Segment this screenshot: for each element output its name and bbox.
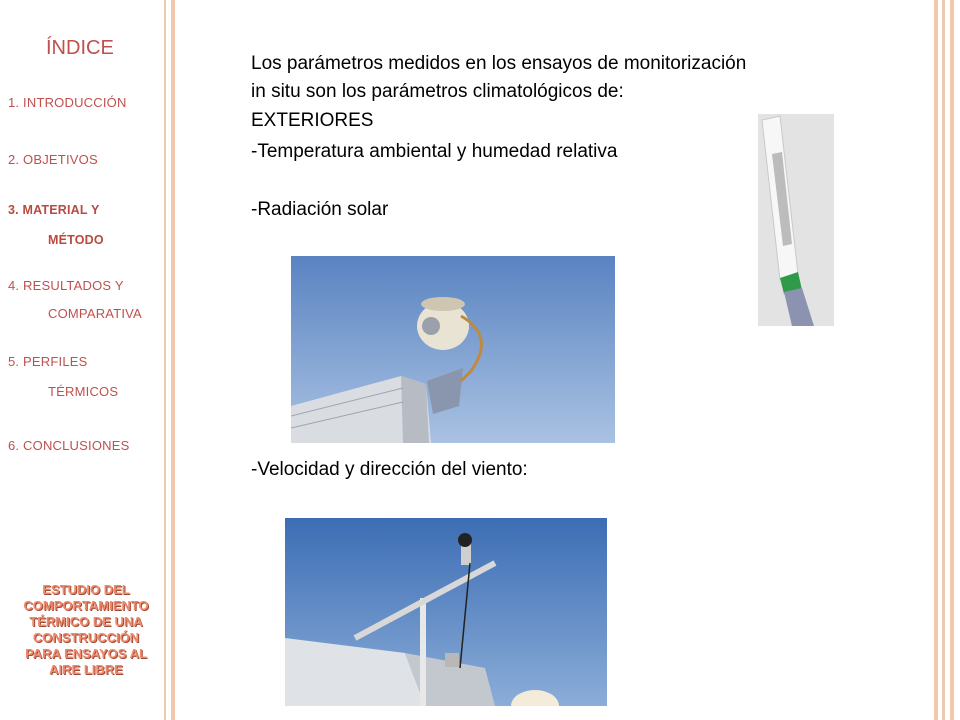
index-title: ÍNDICE — [46, 37, 114, 59]
bullet-viento: -Velocidad y dirección del viento: — [251, 459, 528, 480]
body-text-line: in situ son los parámetros climatológicos de: — [251, 81, 624, 102]
presentation-title-line: TÉRMICO DE UNA — [29, 614, 143, 629]
decor-line — [934, 0, 938, 720]
temperature-humidity-probe-photo — [758, 114, 834, 326]
bullet-radiacion: -Radiación solar — [251, 199, 389, 220]
nav-item-resultados[interactable]: 4. RESULTADOS Y — [8, 278, 124, 293]
body-text-line: Los parámetros medidos en los ensayos de monitorización — [251, 53, 747, 74]
bullet-temperatura: -Temperatura ambiental y humedad relativa — [251, 141, 618, 162]
presentation-title-line: CONSTRUCCIÓN — [32, 630, 140, 645]
nav-item-conclusiones[interactable]: 6. CONCLUSIONES — [8, 438, 130, 453]
nav-item-material-metodo[interactable]: 3. MATERIAL Y — [8, 203, 100, 217]
nav-item-objetivos[interactable]: 2. OBJETIVOS — [8, 152, 98, 167]
nav-item-introduccion[interactable]: 1. INTRODUCCIÓN — [8, 95, 127, 110]
nav-item-resultados-line2[interactable]: COMPARATIVA — [48, 306, 142, 321]
presentation-title-line: ESTUDIO DEL — [42, 582, 130, 597]
presentation-title — [6, 582, 166, 678]
decor-line — [171, 0, 175, 720]
nav-item-material-metodo-line2[interactable]: MÉTODO — [48, 233, 104, 247]
decor-line — [942, 0, 945, 720]
decor-line — [950, 0, 954, 720]
nav-item-perfiles[interactable]: 5. PERFILES — [8, 354, 88, 369]
presentation-title-line: COMPORTAMIENTO — [23, 598, 149, 613]
presentation-title-line: PARA ENSAYOS AL — [25, 646, 147, 661]
anemometer-photo — [285, 518, 607, 706]
presentation-title-line: AIRE LIBRE — [49, 662, 123, 677]
solar-radiation-sensor-photo — [291, 256, 615, 443]
body-text-heading-exteriores: EXTERIORES — [251, 110, 374, 131]
nav-item-perfiles-line2[interactable]: TÉRMICOS — [48, 384, 119, 399]
